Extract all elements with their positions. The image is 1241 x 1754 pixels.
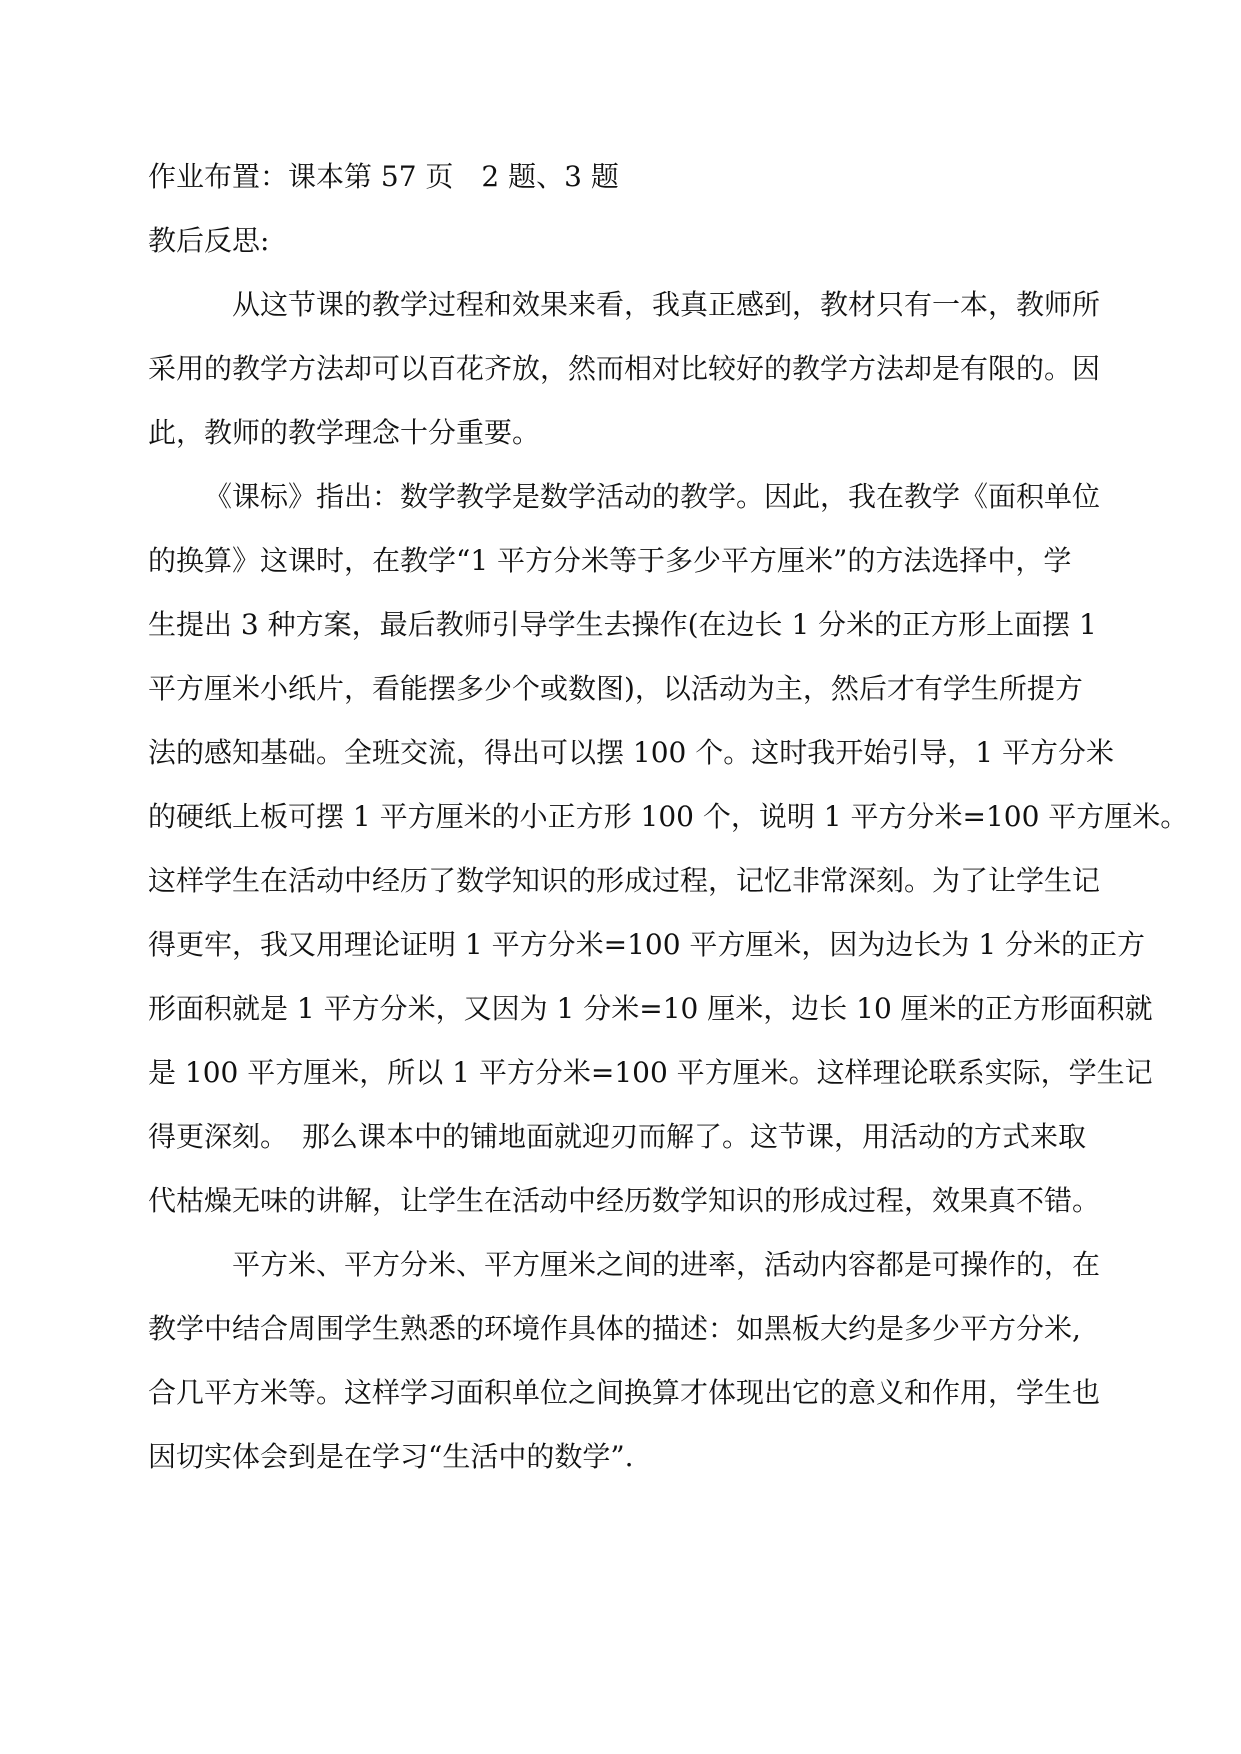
paragraph-line: 这样学生在活动中经历了数学知识的形成过程，记忆非常深刻。为了让学生记	[148, 864, 1101, 897]
paragraph-line: 教学中结合周围学生熟悉的环境作具体的描述：如黑板大约是多少平方分米,	[148, 1312, 1081, 1345]
paragraph-line: 采用的教学方法却可以百花齐放，然而相对比较好的教学方法却是有限的。因	[148, 352, 1101, 385]
paragraph-2	[148, 478, 1189, 1220]
document-page	[148, 158, 1189, 1476]
reflection-heading: 教后反思:	[148, 224, 270, 257]
paragraph-line: 生提出 3 种方案，最后教师引导学生去操作(在边长 1 分米的正方形上面摆 1	[148, 608, 1097, 641]
homework-line: 作业布置：课本第 57 页 2 题、3 题	[148, 160, 619, 193]
paragraph-line: 此，教师的教学理念十分重要。	[148, 416, 541, 449]
paragraph-line: 平方米、平方分米、平方厘米之间的进率，活动内容都是可操作的，在	[232, 1248, 1101, 1281]
paragraph-line: 形面积就是 1 平方分米，又因为 1 分米=10 厘米，边长 10 厘米的正方形面积就	[148, 992, 1153, 1025]
paragraph-line: 法的感知基础。全班交流，得出可以摆 100 个。这时我开始引导，1 平方分米	[148, 736, 1114, 769]
paragraph-line: 得更深刻。 那么课本中的铺地面就迎刃而解了。这节课，用活动的方式来取	[148, 1120, 1087, 1153]
paragraph-line: 从这节课的教学过程和效果来看，我真正感到，教材只有一本，教师所	[232, 288, 1101, 321]
paragraph-line: 是 100 平方厘米，所以 1 平方分米=100 平方厘米。这样理论联系实际，学生记	[148, 1056, 1153, 1089]
paragraph-line: 《课标》指出：数学教学是数学活动的教学。因此，我在教学《面积单位	[204, 480, 1101, 513]
paragraph-line: 的硬纸上板可摆 1 平方厘米的小正方形 100 个，说明 1 平方分米=100 平方厘米。	[148, 800, 1189, 833]
paragraph-line: 得更牢，我又用理论证明 1 平方分米=100 平方厘米，因为边长为 1 分米的正方	[148, 928, 1146, 961]
paragraph-line: 合几平方米等。这样学习面积单位之间换算才体现出它的意义和作用，学生也	[148, 1376, 1101, 1409]
paragraph-line: 代枯燥无味的讲解，让学生在活动中经历数学知识的形成过程，效果真不错。	[148, 1184, 1101, 1217]
paragraph-line: 的换算》这课时，在教学“1 平方分米等于多少平方厘米”的方法选择中，学	[148, 544, 1072, 577]
paragraph-1	[148, 286, 1128, 452]
paragraph-line: 平方厘米小纸片，看能摆多少个或数图)，以活动为主，然后才有学生所提方	[148, 672, 1083, 705]
paragraph-line: 因切实体会到是在学习“生活中的数学”.	[148, 1440, 634, 1473]
paragraph-3	[148, 1246, 1128, 1476]
